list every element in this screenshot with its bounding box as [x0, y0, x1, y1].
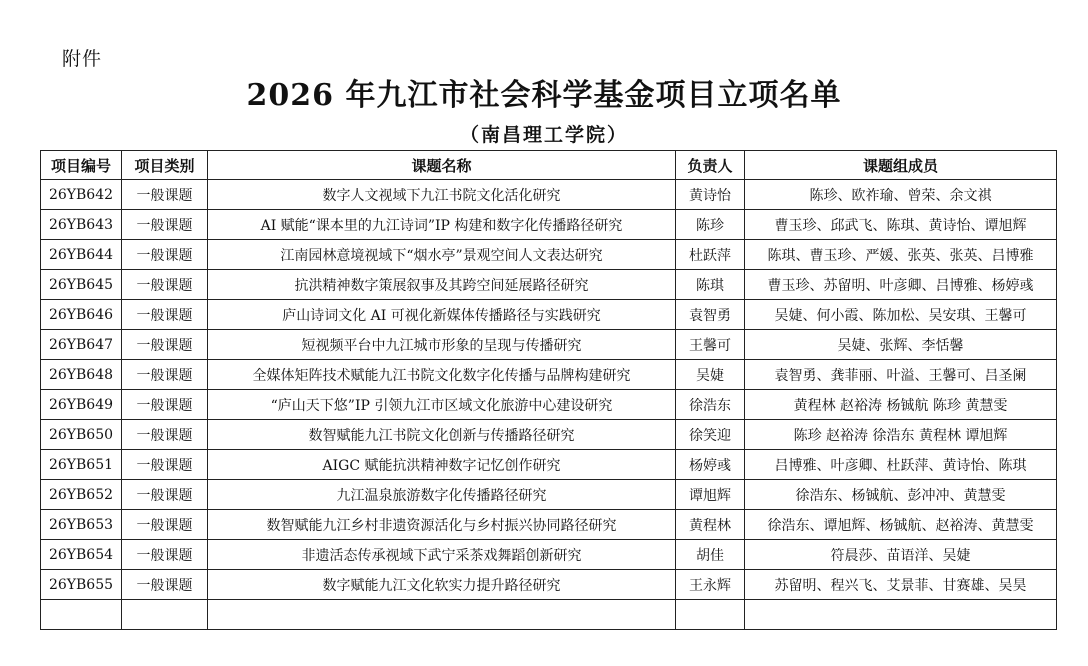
project-name-cell: AIGC 赋能抗洪精神数字记忆创作研究: [208, 450, 676, 480]
table-row: [41, 180, 1057, 210]
project-members-cell: 吴婕、何小霞、陈加松、吴安琪、王馨可: [745, 300, 1057, 330]
table-row: [41, 240, 1057, 270]
empty-cell: [122, 600, 208, 630]
project-code-cell: 26YB654: [41, 540, 122, 570]
table-row: [41, 300, 1057, 330]
project-leader-cell: 胡佳: [676, 540, 745, 570]
project-leader-cell: 杜跃萍: [676, 240, 745, 270]
document-title: 2026 年九江市社会科学基金项目立项名单: [246, 78, 842, 113]
table-row: [41, 450, 1057, 480]
project-code-cell: 26YB643: [41, 210, 122, 240]
empty-cell: [745, 600, 1057, 630]
project-name-cell: 数智赋能九江书院文化创新与传播路径研究: [208, 420, 676, 450]
project-category-cell: 一般课题: [122, 540, 208, 570]
project-code-cell: 26YB655: [41, 570, 122, 600]
project-category-cell: 一般课题: [122, 270, 208, 300]
document-subtitle: （南昌理工学院）: [459, 124, 628, 146]
project-category-cell: 一般课题: [122, 420, 208, 450]
table-row: [41, 420, 1057, 450]
project-code-cell: 26YB647: [41, 330, 122, 360]
table-header-row: [41, 151, 1057, 180]
project-category-cell: 一般课题: [122, 570, 208, 600]
project-code-cell: 26YB642: [41, 180, 122, 210]
project-name-cell: 抗洪精神数字策展叙事及其跨空间延展路径研究: [208, 270, 676, 300]
project-members-cell: 曹玉珍、邱武飞、陈琪、黄诗怡、谭旭辉: [745, 210, 1057, 240]
table-row: [41, 360, 1057, 390]
empty-cell: [41, 600, 122, 630]
project-leader-cell: 王馨可: [676, 330, 745, 360]
table-row: [41, 210, 1057, 240]
table-row: [41, 330, 1057, 360]
project-members-cell: 黄程林 赵裕涛 杨铖航 陈珍 黄慧雯: [745, 390, 1057, 420]
project-name-cell: 数智赋能九江乡村非遗资源活化与乡村振兴协同路径研究: [208, 510, 676, 540]
project-members-cell: 符晨莎、苗语洋、吴婕: [745, 540, 1057, 570]
table-row: [41, 390, 1057, 420]
header-project-category: 项目类别: [122, 151, 208, 180]
empty-cell: [676, 600, 745, 630]
project-members-cell: 陈琪、曹玉珍、严媛、张英、张英、吕博雅: [745, 240, 1057, 270]
project-code-cell: 26YB652: [41, 480, 122, 510]
project-members-cell: 吕博雅、叶彦卿、杜跃萍、黄诗怡、陈琪: [745, 450, 1057, 480]
project-name-cell: 数字赋能九江文化软实力提升路径研究: [208, 570, 676, 600]
project-name-cell: 非遗活态传承视域下武宁采茶戏舞蹈创新研究: [208, 540, 676, 570]
project-name-cell: 庐山诗词文化 AI 可视化新媒体传播路径与实践研究: [208, 300, 676, 330]
project-name-cell: AI 赋能“课本里的九江诗词”IP 构建和数字化传播路径研究: [208, 210, 676, 240]
table-row: [41, 510, 1057, 540]
project-members-cell: 陈珍、欧祚瑜、曾荣、余文祺: [745, 180, 1057, 210]
header-project-code: 项目编号: [41, 151, 122, 180]
project-name-cell: “庐山天下悠”IP 引领九江市区域文化旅游中心建设研究: [208, 390, 676, 420]
project-category-cell: 一般课题: [122, 180, 208, 210]
project-members-cell: 曹玉珍、苏留明、叶彦卿、吕博雅、杨婷彧: [745, 270, 1057, 300]
project-name-cell: 九江温泉旅游数字化传播路径研究: [208, 480, 676, 510]
table-row: [41, 480, 1057, 510]
project-leader-cell: 黄程林: [676, 510, 745, 540]
project-name-cell: 数字人文视域下九江书院文化活化研究: [208, 180, 676, 210]
project-members-cell: 徐浩东、谭旭辉、杨铖航、赵裕涛、黄慧雯: [745, 510, 1057, 540]
table-body: [41, 180, 1057, 630]
project-leader-cell: 王永辉: [676, 570, 745, 600]
attachment-label: 附件: [62, 48, 103, 70]
project-name-cell: 江南园林意境视域下“烟水亭”景观空间人文表达研究: [208, 240, 676, 270]
project-category-cell: 一般课题: [122, 360, 208, 390]
project-leader-cell: 徐笑迎: [676, 420, 745, 450]
table-row: [41, 540, 1057, 570]
project-list-table: [40, 150, 1057, 630]
project-leader-cell: 黄诗怡: [676, 180, 745, 210]
project-name-cell: 短视频平台中九江城市形象的呈现与传播研究: [208, 330, 676, 360]
table-row: [41, 270, 1057, 300]
project-code-cell: 26YB649: [41, 390, 122, 420]
header-project-name: 课题名称: [208, 151, 676, 180]
project-code-cell: 26YB644: [41, 240, 122, 270]
project-members-cell: 苏留明、程兴飞、艾景菲、甘赛雄、吴昊: [745, 570, 1057, 600]
project-code-cell: 26YB650: [41, 420, 122, 450]
project-category-cell: 一般课题: [122, 210, 208, 240]
empty-table-row: [41, 600, 1057, 630]
project-category-cell: 一般课题: [122, 390, 208, 420]
project-code-cell: 26YB646: [41, 300, 122, 330]
empty-cell: [208, 600, 676, 630]
project-code-cell: 26YB648: [41, 360, 122, 390]
project-category-cell: 一般课题: [122, 330, 208, 360]
project-category-cell: 一般课题: [122, 240, 208, 270]
header-project-leader: 负责人: [676, 151, 745, 180]
project-members-cell: 吴婕、张辉、李恬馨: [745, 330, 1057, 360]
project-category-cell: 一般课题: [122, 300, 208, 330]
project-leader-cell: 陈珍: [676, 210, 745, 240]
project-leader-cell: 吴婕: [676, 360, 745, 390]
project-code-cell: 26YB651: [41, 450, 122, 480]
header-project-members: 课题组成员: [745, 151, 1057, 180]
project-code-cell: 26YB653: [41, 510, 122, 540]
project-code-cell: 26YB645: [41, 270, 122, 300]
project-leader-cell: 陈琪: [676, 270, 745, 300]
project-leader-cell: 杨婷彧: [676, 450, 745, 480]
project-category-cell: 一般课题: [122, 510, 208, 540]
project-members-cell: 陈珍 赵裕涛 徐浩东 黄程林 谭旭辉: [745, 420, 1057, 450]
project-leader-cell: 谭旭辉: [676, 480, 745, 510]
table-row: [41, 570, 1057, 600]
project-category-cell: 一般课题: [122, 480, 208, 510]
project-leader-cell: 徐浩东: [676, 390, 745, 420]
project-members-cell: 袁智勇、龚菲丽、叶溢、王馨可、吕圣阑: [745, 360, 1057, 390]
project-members-cell: 徐浩东、杨铖航、彭冲冲、黄慧雯: [745, 480, 1057, 510]
project-category-cell: 一般课题: [122, 450, 208, 480]
project-name-cell: 全媒体矩阵技术赋能九江书院文化数字化传播与品牌构建研究: [208, 360, 676, 390]
project-leader-cell: 袁智勇: [676, 300, 745, 330]
